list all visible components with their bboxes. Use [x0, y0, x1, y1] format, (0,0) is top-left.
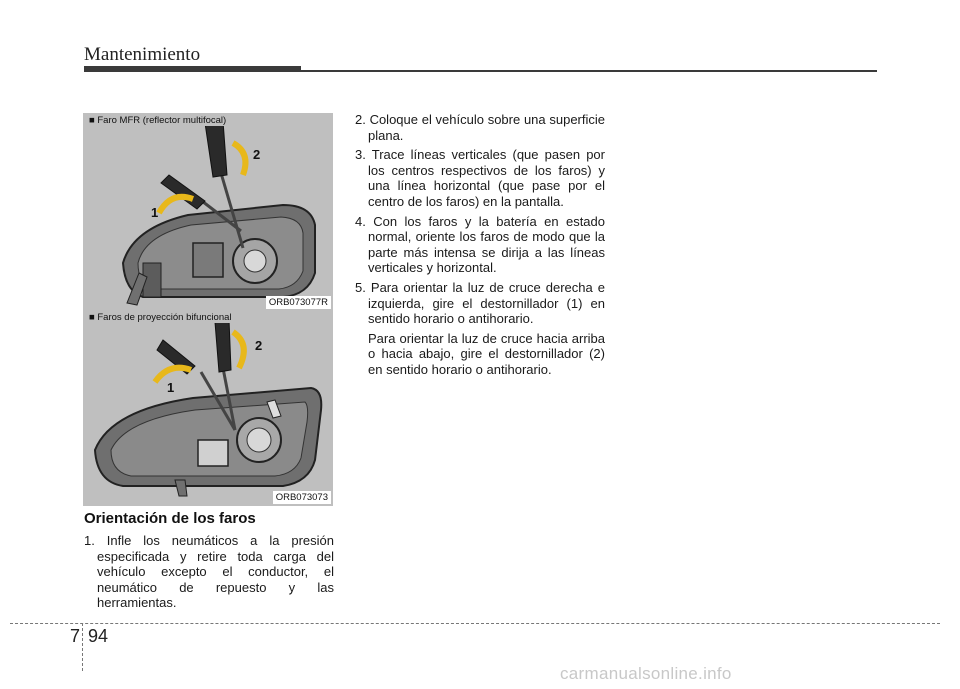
section-heading: Orientación de los faros [84, 510, 256, 527]
figure-mfr-headlamp [83, 113, 333, 311]
chapter-number: 7 [70, 626, 81, 646]
figure-projection-headlamp [83, 310, 333, 506]
figure-caption: ■ Faro MFR (reflector multifocal) [89, 115, 227, 126]
callout-label-1: 1 [167, 380, 175, 395]
callout-label-2: 2 [255, 338, 263, 353]
page-number: 94 [88, 626, 109, 646]
footer-vertical-dashed-rule [82, 623, 83, 671]
page-header-title: Mantenimiento [84, 44, 201, 65]
header-rule-thick [84, 66, 301, 72]
figure-code: ORB073073 [273, 491, 331, 504]
step-4: 4. Con los faros y la batería en estado normal, oriente los faros de modo que la parte más intensa se dirija a las líneas verticales y horizontal. [355, 213, 605, 276]
watermark: carmanualsonline.info [560, 664, 732, 683]
figure-code: ORB073077R [266, 296, 331, 309]
callout-label-2: 2 [253, 147, 261, 162]
step-2: 2. Coloque el vehículo sobre una superficie plana. [355, 112, 605, 143]
callout-label-1: 1 [151, 205, 159, 220]
step-1: 1. Infle los neumáticos a la presión especificada y retire toda carga del vehículo excepto el conductor, el neumático de repuesto y las herramientas. [84, 533, 334, 611]
headlamp-illustration-2 [83, 310, 333, 506]
figure-caption: ■ Faros de proyección bifuncional [89, 312, 232, 323]
left-text-column [84, 510, 334, 615]
step-5: 5. Para orientar la luz de cruce derecha e izquierda, gire el destornillador (1) en sentido horario o antihorario. [355, 279, 605, 327]
footer-dashed-rule [10, 623, 940, 624]
right-text-column [355, 112, 605, 382]
step-3: 3. Trace líneas verticales (que pasen por los centros respectivos de los faros) y una línea horizontal (que pase por el centro de los faros) en la pantalla. [355, 147, 605, 209]
step-5-continued: Para orientar la luz de cruce hacia arriba o hacia abajo, gire el destornillador (2) en sentido horario o antihorario. [368, 330, 605, 377]
headlamp-illustration-1 [83, 113, 333, 311]
header-rule-thin [300, 70, 877, 72]
